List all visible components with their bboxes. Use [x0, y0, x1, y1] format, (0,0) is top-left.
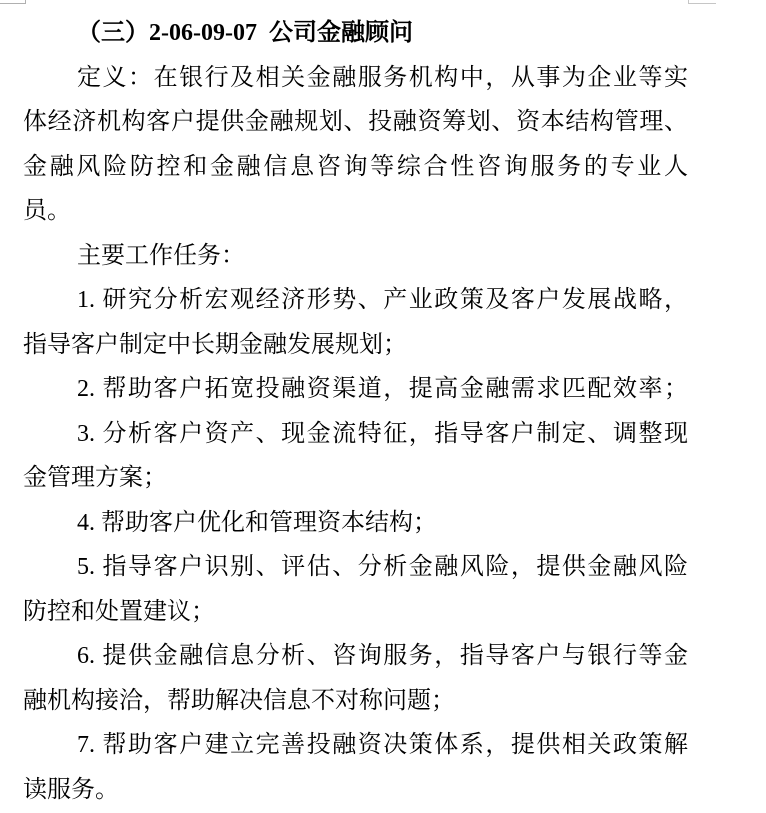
- heading-line: （三）2-06-09-07 公司金融顾问: [77, 20, 413, 46]
- text-line: 定义：在银行及相关金融服务机构中，从事为企业等实: [77, 64, 688, 91]
- text-line: 6. 提供金融信息分析、咨询服务，指导客户与银行等金: [77, 643, 688, 669]
- text-line: 指导客户制定中长期金融发展规划；: [23, 331, 407, 358]
- paragraph: [23, 412, 688, 501]
- text-line: 7. 帮助客户建立完善投融资决策体系，提供相关政策解: [77, 732, 688, 758]
- text-line: 金管理方案；: [23, 465, 167, 491]
- document-body: [23, 11, 688, 812]
- section-heading: [23, 11, 688, 56]
- text-line: 读服务。: [23, 776, 119, 803]
- text-line: 3. 分析客户资产、现金流特征，指导客户制定、调整现: [77, 420, 688, 447]
- paragraph: [23, 545, 688, 634]
- cropped-border-fragment-right: [688, 0, 716, 4]
- text-line: 金融风险防控和金融信息咨询等综合性咨询服务的专业人: [23, 153, 688, 180]
- cropped-border-fragment-left: [0, 0, 26, 4]
- text-line: 1. 研究分析宏观经济形势、产业政策及客户发展战略，: [77, 287, 688, 313]
- paragraph: [23, 278, 688, 367]
- text-line: 主要工作任务：: [77, 242, 245, 269]
- paragraph: [23, 501, 688, 546]
- text-line: 融机构接洽，帮助解决信息不对称问题；: [23, 687, 455, 714]
- paragraph: [23, 723, 688, 812]
- paragraph: [23, 56, 688, 234]
- paragraph: [23, 367, 688, 412]
- text-line: 2. 帮助客户拓宽投融资渠道，提高金融需求匹配效率；: [77, 376, 688, 402]
- text-line: 员。: [23, 198, 71, 224]
- text-line: 防控和处置建议；: [23, 598, 215, 625]
- text-line: 5. 指导客户识别、评估、分析金融风险，提供金融风险: [77, 554, 688, 580]
- paragraph: [23, 234, 688, 279]
- text-line: 体经济机构客户提供金融规划、投融资筹划、资本结构管理、: [23, 109, 688, 135]
- text-line: 4. 帮助客户优化和管理资本结构；: [77, 509, 437, 536]
- paragraph: [23, 634, 688, 723]
